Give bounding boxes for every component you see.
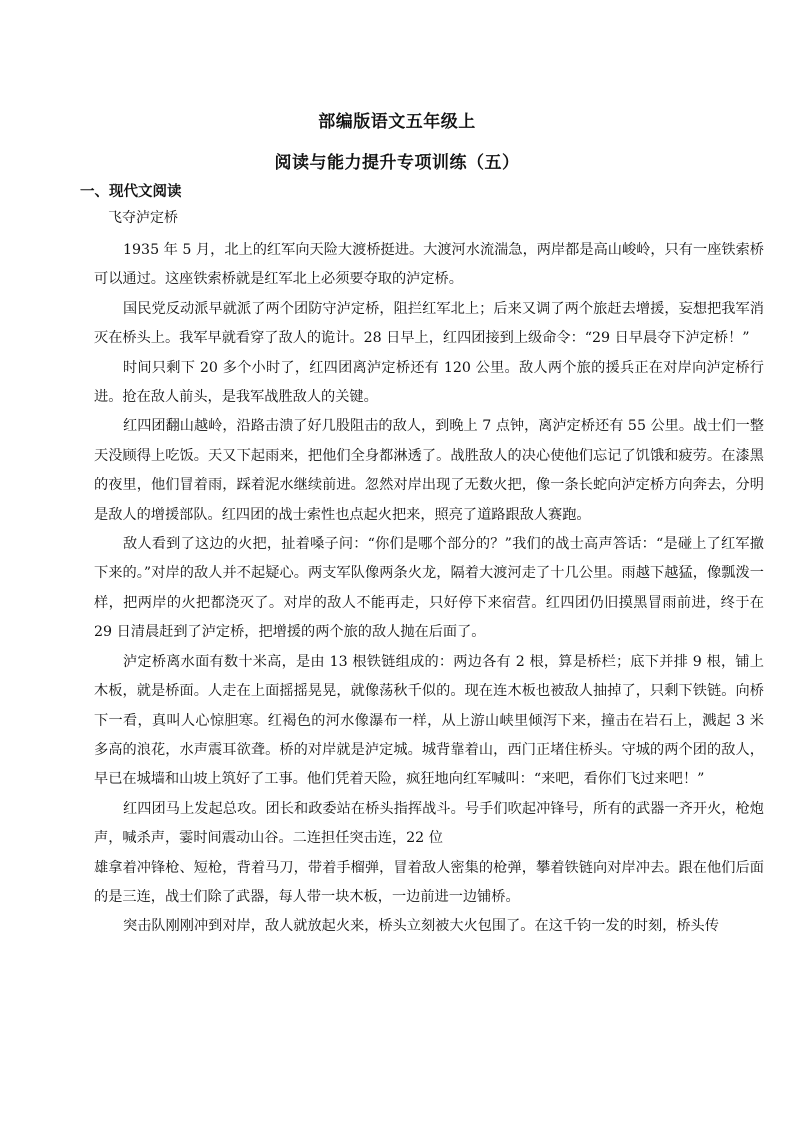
paragraph: 红四团翻山越岭，沿路击溃了好几股阻击的敌人，到晚上 7 点钟，离泸定桥还有 55 公里。战士们一整天没顾得上吃饭。天又下起雨来，把他们全身都淋透了。战胜敌人的决心使他们忘记了饥饿和疲劳。在漆黑的夜里，他们冒着雨，踩着泥水继续前进。忽然对岸出现了无数火把，像一条长蛇向泸定桥方向奔去，分明是敌人的增援部队。红四团的战士索性也点起火把来，照亮了道路跟敌人赛跑。: [94, 418, 764, 523]
section-heading: 一、现代文阅读: [80, 184, 182, 200]
story-title: 飞夺泸定桥: [108, 210, 178, 226]
paragraph: 时间只剩下 20 多个小时了，红四团离泸定桥还有 120 公里。敌人两个旅的援兵正在对岸向泸定桥行进。抢在敌人前头，是我军战胜敌人的关键。: [94, 359, 764, 406]
article-body: [94, 236, 764, 942]
paragraph: 雄拿着冲锋枪、短枪，背着马刀，带着手榴弹，冒着敌人密集的枪弹，攀着铁链向对岸冲去。跟在他们后面的是三连，战士们除了武器，每人带一块木板，一边前进一边铺桥。: [94, 859, 764, 905]
paragraph: 红四团马上发起总攻。团长和政委站在桥头指挥战斗。号手们吹起冲锋号，所有的武器一齐开火，枪炮声，喊杀声，霎时间震动山谷。二连担任突击连，22 位: [94, 800, 764, 847]
paragraph: 突击队刚刚冲到对岸，敌人就放起火来，桥头立刻被大火包围了。在这千钧一发的时刻，桥头传: [123, 918, 719, 935]
document-subtitle: 阅读与能力提升专项训练（五）: [274, 153, 520, 173]
paragraph: 敌人看到了这边的火把，扯着嗓子问：“你们是哪个部分的？”我们的战士高声答话：“是碰上了红军撤下来的。”对岸的敌人并不起疑心。两支军队像两条火龙，隔着大渡河走了十几公里。雨越下越猛，像瓢泼一样，把两岸的火把都浇灭了。对岸的敌人不能再走，只好停下来宿营。红四团仍旧摸黑冒雨前进，终于在 29 日清晨赶到了泸定桥，把增援的两个旅的敌人抛在后面了。: [94, 536, 764, 641]
paragraph: 国民党反动派早就派了两个团防守泸定桥，阻拦红军北上；后来又调了两个旅赶去增援，妄想把我军消灭在桥头上。我军早就看穿了敌人的诡计。28 日早上，红四团接到上级命令：“29 日早晨夺下泸定桥！”: [94, 300, 764, 347]
document-title: 部编版语文五年级上: [318, 112, 476, 132]
paragraph: 1935 年 5 月，北上的红军向天险大渡桥挺进。大渡河水流湍急，两岸都是高山峻岭，只有一座铁索桥可以通过。这座铁索桥就是红军北上必须要夺取的泸定桥。: [94, 242, 764, 288]
paragraph: 泸定桥离水面有数十米高，是由 13 根铁链组成的：两边各有 2 根，算是桥栏；底下并排 9 根，铺上木板，就是桥面。人走在上面摇摇晃晃，就像荡秋千似的。现在连木板也被敌人抽掉了，只剩下铁链。向桥下一看，真叫人心惊胆寒。红褐色的河水像瀑布一样，从上游山峡里倾泻下来，撞击在岩石上，溅起 3 米多高的浪花，水声震耳欲聋。桥的对岸就是泸定城。城背靠着山，西门正堵住桥头。守城的两个团的敌人，早已在城墙和山坡上筑好了工事。他们凭着天险，疯狂地向红军喊叫：“来吧，看你们飞过来吧！”: [94, 653, 764, 788]
